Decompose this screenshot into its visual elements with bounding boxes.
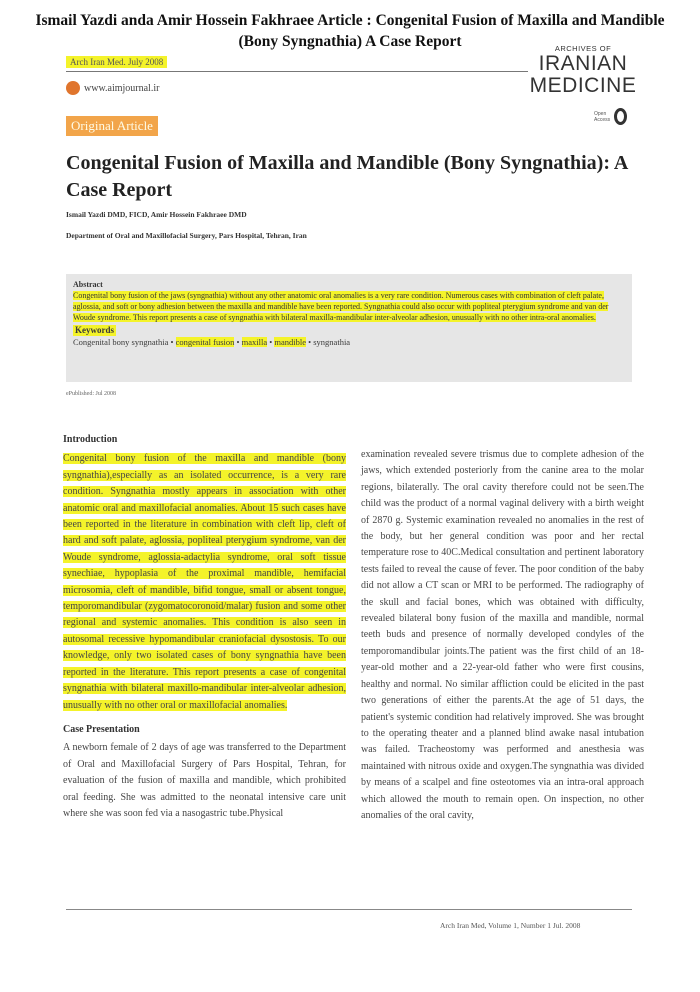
keywords-heading: Keywords bbox=[75, 325, 114, 335]
footer-divider bbox=[66, 909, 632, 910]
published-date: ePublished: Jul 2008 bbox=[66, 391, 117, 397]
affiliation: Department of Oral and Maxillofacial Surgery, Pars Hospital, Tehran, Iran bbox=[66, 231, 307, 240]
keyword: Congenital bony syngnathia bbox=[73, 337, 169, 347]
journal-citation: Arch Iran Med. July 2008 bbox=[66, 56, 167, 68]
left-column bbox=[63, 432, 346, 822]
journal-logo bbox=[528, 44, 638, 97]
intro-heading: Introduction bbox=[63, 434, 118, 445]
right-paragraph: examination revealed severe trismus due to complete adhesion of the jaws, which extended posteriorly from the canine area to the molar regions, bilaterally. The oral cavity therefore could not be seen.The child was the product of a normal vaginal delivery with a birth weight of 2870 g. Systemic examination revealed no anomalies in the rest of the body, but her general condition was poor and her rectal temperature rose to 40C.Medical consultation and pertinent laboratory tests failed to reveal the cause of fever. The poor condition of the baby did not allow a CT scan or MRI to be performed. The radiography of the skull and facial bones, which was obtained with difficulty, revealed bilateral bony fusion of the maxilla and mandible, normal teeth buds and presence of normally developed condyles of the temporomandibular joints.The patient was the first child of an 18-year-old mother and a 22-year-old father who were first cousins, healthy and normal. No similar affliction could be elicited in the past two generations of either the parents.At the age of 51 days, the patient's systemic condition had relatively improved. She was brought to the operating theater and a planned blind awake nasal intubation was failed. Tracheostomy was performed and anesthesia was maintained with nitrous oxide and oxygen.The syngnathia was divided by means of a scalpel and fine osteotomes via an intra-oral approach which allowed the mouth to remain open. On inspection, no other anomalies of the oral cavity, bbox=[361, 449, 644, 821]
page-header-line1: Ismail Yazdi anda Amir Hossein Fakhraee Article : Congenital Fusion of Maxilla and Mandible bbox=[35, 12, 665, 29]
case-heading: Case Presentation bbox=[63, 723, 140, 735]
open-access-badge bbox=[594, 108, 627, 125]
intro-paragraph bbox=[63, 451, 346, 714]
page-header-line2: (Bony Syngnathia) A Case Report bbox=[238, 33, 462, 50]
open-access-label: Open Access bbox=[594, 110, 611, 123]
journal-web-icon bbox=[66, 81, 80, 95]
logo-line2: MEDICINE bbox=[529, 74, 637, 97]
keyword: syngnathia bbox=[313, 337, 351, 347]
right-column bbox=[361, 447, 644, 824]
keyword: congenital fusion bbox=[175, 337, 235, 347]
case-paragraph: A newborn female of 2 days of age was transferred to the Department of Oral and Maxillofacial Surgery of Pars Hospital, Tehran, for evaluation of the fusion of maxilla and mandible, which prohibited oral feeding. She was admitted to the neonatal intensive care unit where she was soon fed via a nasogastric tube.Physical bbox=[63, 742, 346, 819]
author-list: Ismail Yazdi DMD, FICD, Amir Hossein Fakhraee DMD bbox=[66, 210, 247, 219]
abstract-heading: Abstract bbox=[73, 280, 103, 289]
website-url: www.aimjournal.ir bbox=[84, 82, 160, 94]
keyword-list: Congenital bony syngnathia • congenital fusion • maxilla • mandible • syngnathia bbox=[73, 337, 351, 347]
website-link[interactable] bbox=[66, 81, 159, 95]
header-divider bbox=[66, 71, 528, 72]
open-access-lock-icon bbox=[614, 108, 627, 125]
article-type-label: Original Article bbox=[66, 116, 158, 136]
keyword: maxilla bbox=[241, 337, 268, 347]
article-title: Congenital Fusion of Maxilla and Mandible (Bony Syngnathia): A Case Report bbox=[66, 152, 628, 201]
keyword: mandible bbox=[274, 337, 307, 347]
intro-text: Congenital bony fusion of the maxilla and mandible (bony syngnathia),especially as an isolated occurrence, is a very rare condition. Syngnathia mostly appears in association with other anatomic oral and maxillofacial anomalies. About 15 such cases have been reported in the literature in combination with cleft lip, cleft of hard and soft palate, aglossia, popliteal pterygium syndrome, van der Woude syndrome, aglossia-adactylia syndrome, oral soft tissue synechiae, hypoplasia of the proximal mandible, hemifacial microsomia, cleft of mandible, bifid tongue, small or absent tongue, temporomandibular (zygomatocoronoid/malar) fusion and some other regional and systemic anomalies. This condition is also seen in autosomal recessive hypomandibular craniofacial dysostosis. To our knowledge, only two isolated cases of bony syngnathia have been reported in the literature. This report presents a case of congenital syngnathia with bilateral maxillo-mandibular inter-alveolar adhesion, unusually with no other oral or maxillofacial anomalies. bbox=[63, 453, 346, 711]
logo-small-text: ARCHIVES OF bbox=[554, 44, 612, 53]
abstract-box bbox=[66, 274, 632, 382]
abstract-text bbox=[73, 290, 625, 323]
page-footer: Arch Iran Med, Volume 1, Number 1 Jul. 2008 bbox=[440, 921, 581, 930]
abstract-text-content: Congenital bony fusion of the jaws (syngnathia) without any other anatomic oral anomalies is a very rare condition. Numerous cases with combination of cleft palate, aglossia, and soft or bony adhesion between the maxilla and mandible have been reported. Syngnathia could also occur with popliteal pterygium syndrome and van der Woude syndrome. This report presents a case of syngnathia with bilateral maxilla-mandibular inter-alveolar adhesion, unusually with no other intra-oral anomalies. bbox=[73, 291, 609, 322]
logo-line1: IRANIAN bbox=[538, 52, 628, 75]
